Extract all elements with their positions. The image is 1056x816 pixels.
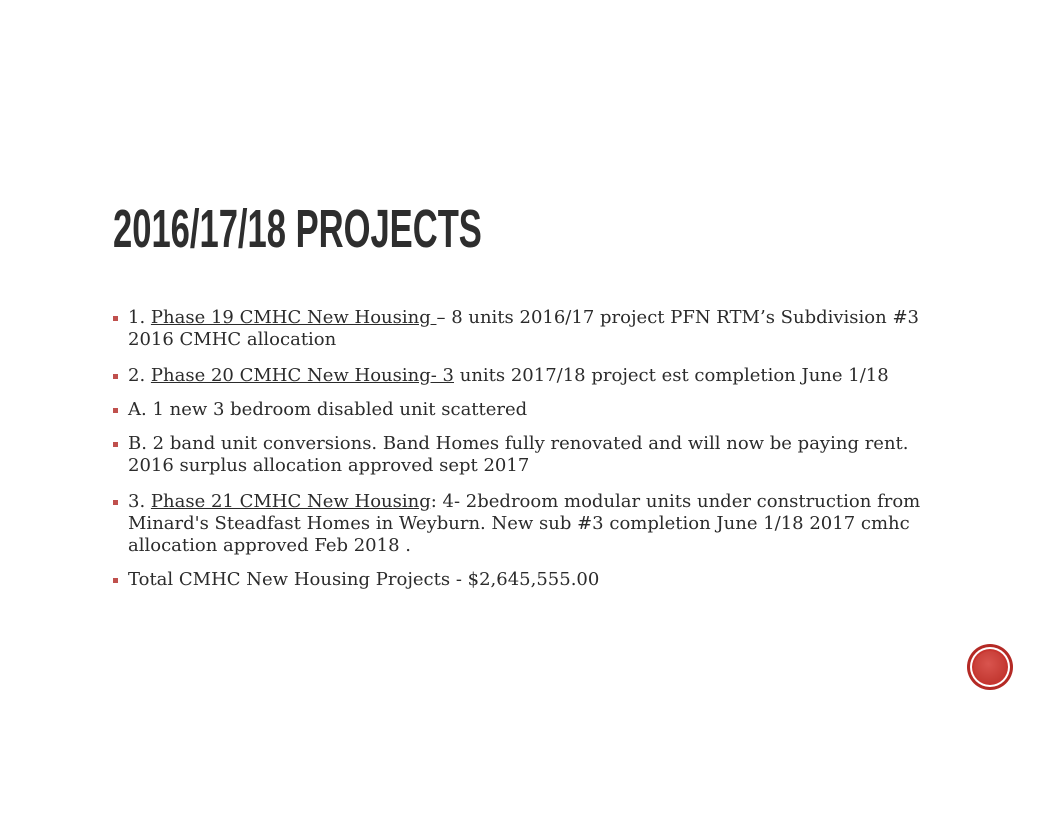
- bullet-item-total: [113, 569, 953, 591]
- bullet-item-phase-19: [113, 307, 953, 351]
- bullet-prefix: 3.: [128, 491, 151, 512]
- bullet-prefix: 2.: [128, 365, 151, 386]
- phase-21-heading: Phase 21 CMHC New Housing: [150, 491, 431, 512]
- bullet-item-b: [113, 433, 953, 477]
- red-circle-icon: [970, 647, 1010, 687]
- bullet-text: : 4- 2bedroom modular units under construction from Minard's Steadfast Homes in Weyburn. New sub #3 completion June 1/18 2017 cmhc allocation approved Feb 2018 .: [128, 491, 921, 556]
- bullet-item-phase-21: [113, 491, 953, 557]
- bullet-text: A. 1 new 3 bedroom disabled unit scattered: [128, 399, 528, 420]
- bullet-text: Total CMHC New Housing Projects - $2,645,555.00: [128, 569, 600, 590]
- bullet-text: units 2017/18 project est completion June 1/18: [454, 365, 889, 386]
- bullet-text: – 8 units 2016/17 project PFN RTM’s Subdivision #3 2016 CMHC allocation: [128, 307, 919, 350]
- phase-20-heading: Phase 20 CMHC New Housing- 3: [150, 365, 454, 386]
- bullet-list: [113, 307, 953, 605]
- bullet-item-a: [113, 399, 953, 421]
- bullet-prefix: 1.: [128, 307, 151, 328]
- slide-title: 2016/17/18 PROJECTS: [113, 199, 482, 259]
- bullet-text: B. 2 band unit conversions. Band Homes fully renovated and will now be paying rent. 2016 surplus allocation approved sept 2017: [128, 433, 909, 476]
- bullet-item-phase-20: [113, 365, 953, 387]
- phase-19-heading: Phase 19 CMHC New Housing: [150, 307, 437, 328]
